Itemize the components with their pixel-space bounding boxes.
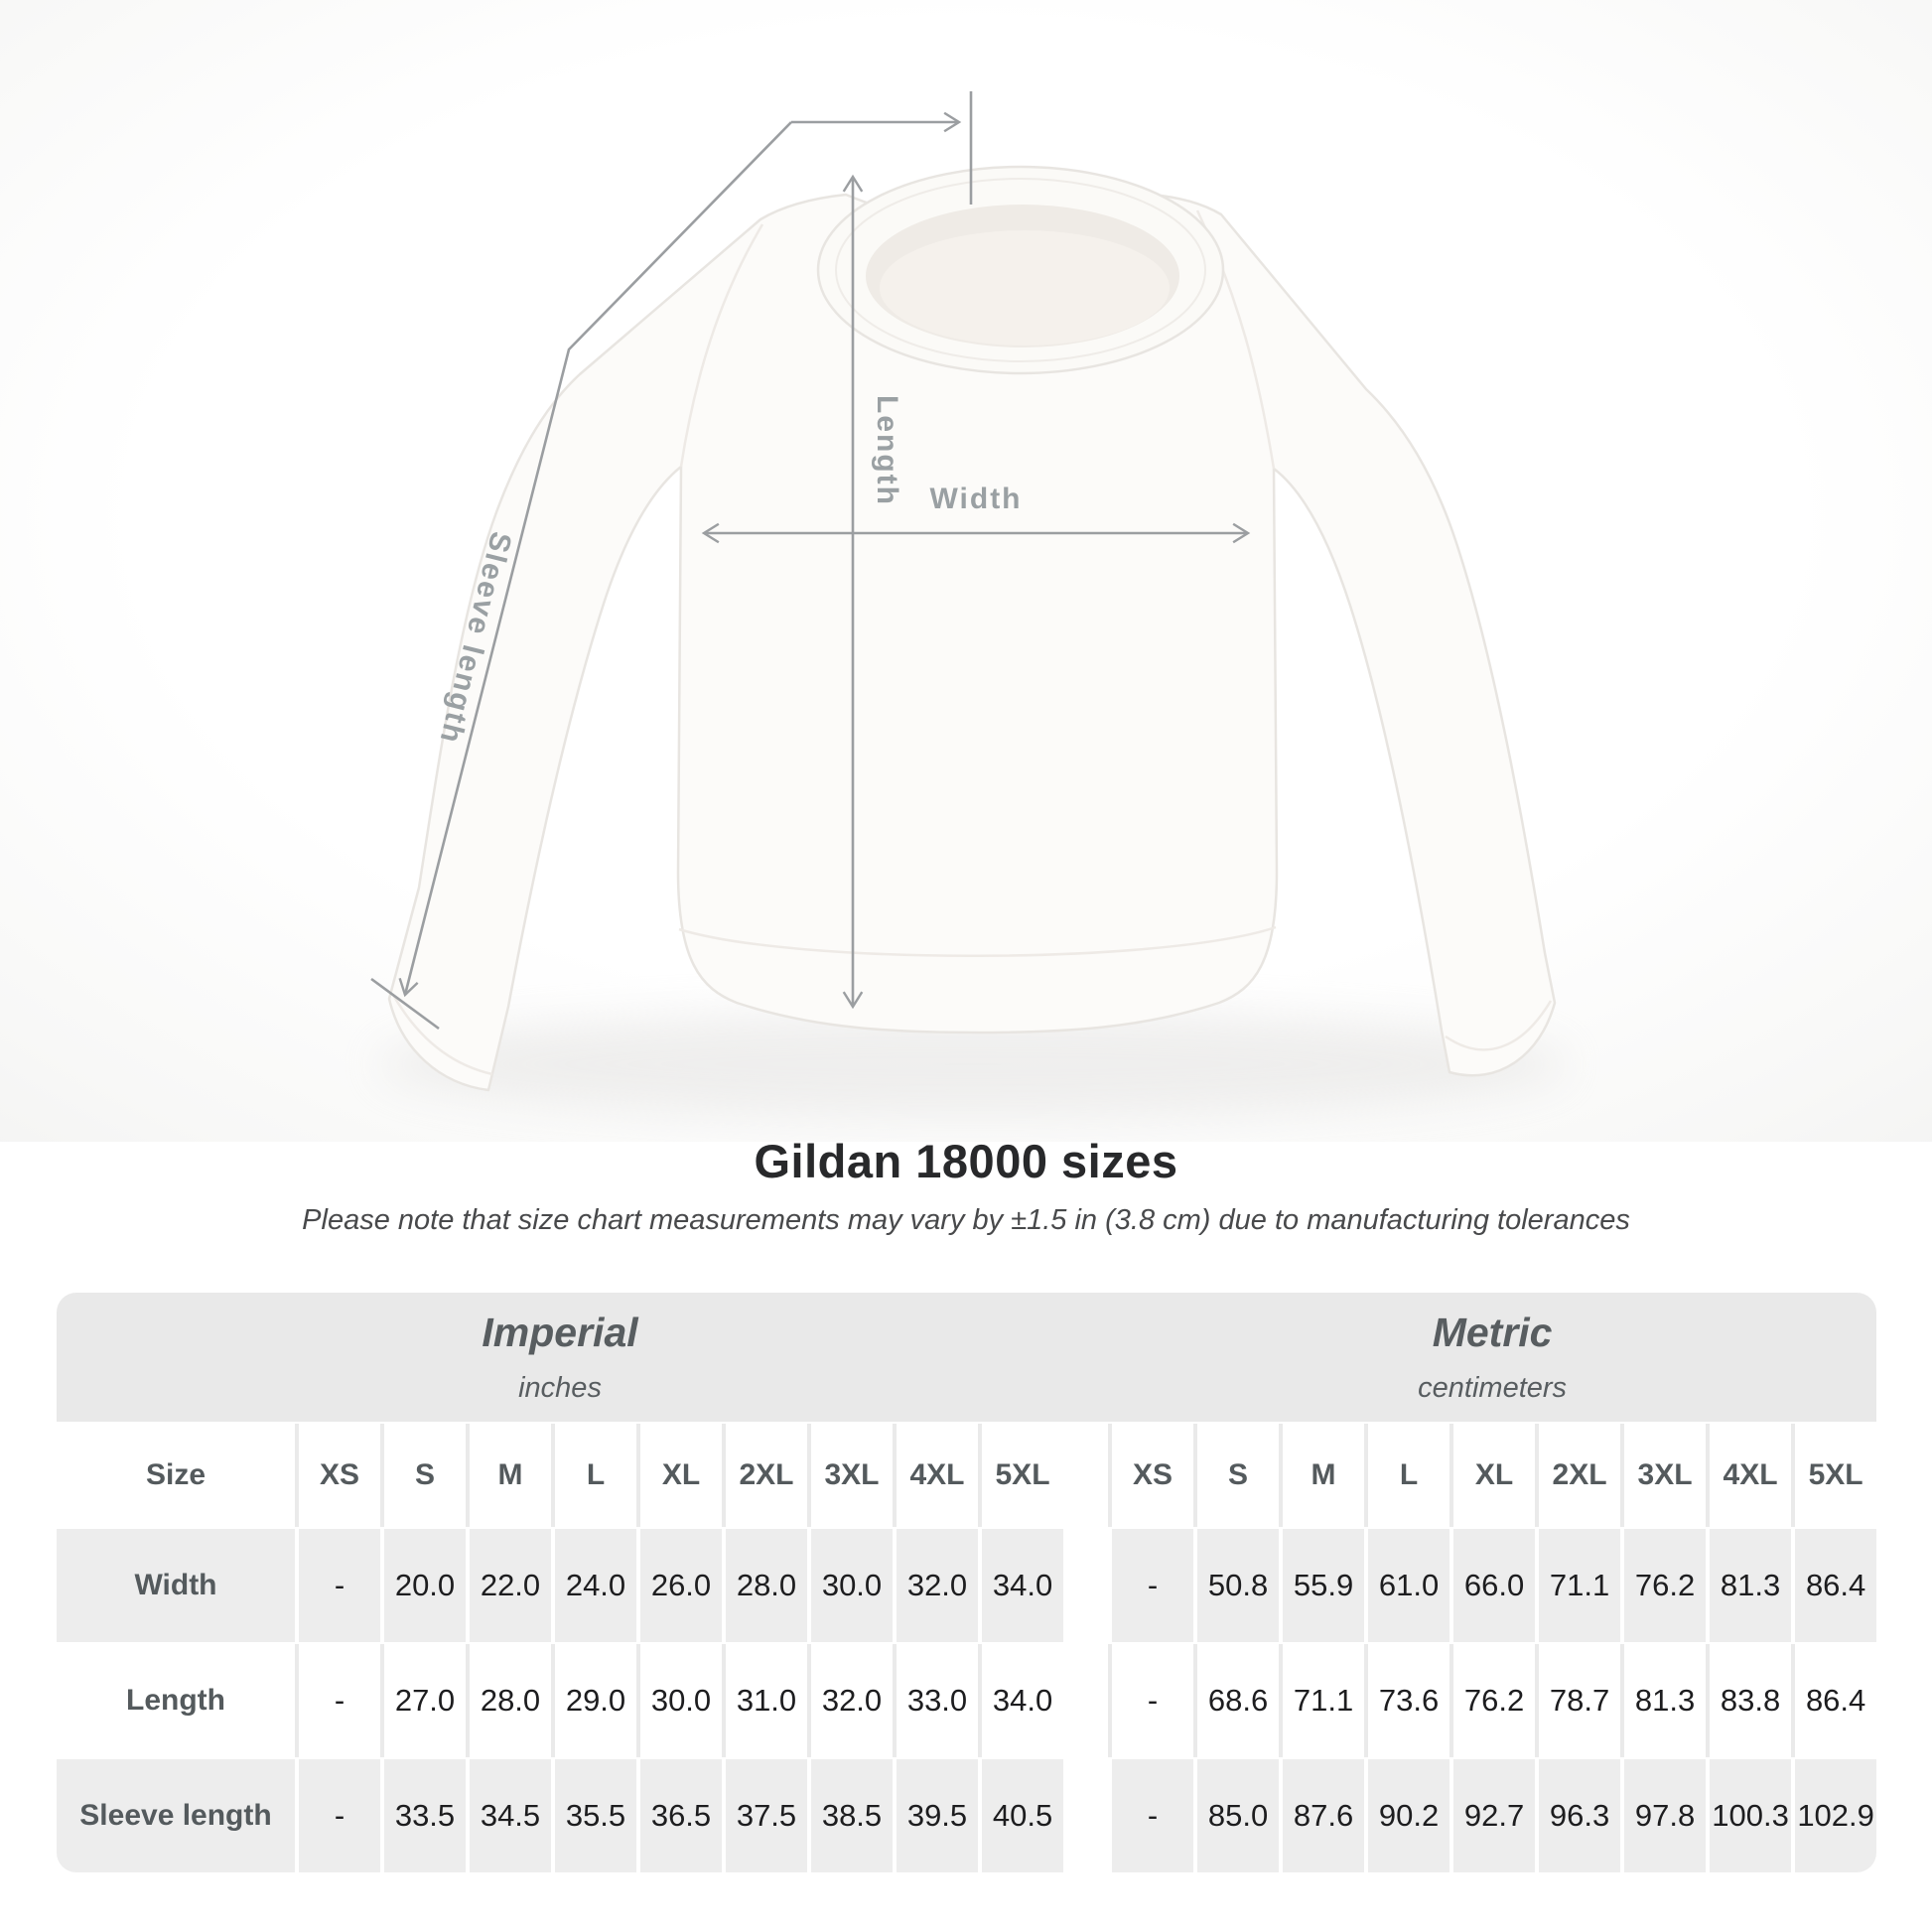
column-header-imperial-l: L — [551, 1424, 636, 1527]
column-header-metric-xl: XL — [1449, 1424, 1535, 1527]
group-gap — [1063, 1644, 1108, 1757]
column-header-imperial-xl: XL — [636, 1424, 722, 1527]
row-label: Sleeve length — [57, 1759, 295, 1872]
value-cell: 92.7 — [1449, 1759, 1535, 1872]
unit-group-units: centimeters — [1418, 1372, 1568, 1404]
value-cell: 28.0 — [722, 1529, 807, 1642]
value-cell: - — [1108, 1759, 1193, 1872]
column-header-metric-xs: XS — [1108, 1424, 1193, 1527]
value-cell: 68.6 — [1193, 1644, 1279, 1757]
value-cell: 97.8 — [1620, 1759, 1706, 1872]
value-cell: 50.8 — [1193, 1529, 1279, 1642]
value-cell: 96.3 — [1535, 1759, 1620, 1872]
collar-inside-back — [880, 230, 1170, 345]
size-chart-table — [57, 1291, 1876, 1874]
value-cell: 36.5 — [636, 1759, 722, 1872]
table-row-length — [57, 1644, 1876, 1757]
value-cell: 87.6 — [1279, 1759, 1364, 1872]
value-cell: - — [1108, 1529, 1193, 1642]
value-cell: 38.5 — [807, 1759, 893, 1872]
unit-group-metric — [1108, 1293, 1876, 1422]
tolerance-note: Please note that size chart measurements may vary by ±1.5 in (3.8 cm) due to manufacturing tolerances — [302, 1204, 1630, 1236]
column-header-metric-l: L — [1364, 1424, 1449, 1527]
column-header-metric-2xl: 2XL — [1535, 1424, 1620, 1527]
table-row-width — [57, 1529, 1876, 1642]
sleeve-length-label: Sleeve length — [433, 528, 518, 749]
value-cell: 86.4 — [1791, 1644, 1876, 1757]
value-cell: 73.6 — [1364, 1644, 1449, 1757]
value-cell: 29.0 — [551, 1644, 636, 1757]
column-header-metric-m: M — [1279, 1424, 1364, 1527]
row-label: Width — [57, 1529, 295, 1642]
column-header-imperial-5xl: 5XL — [978, 1424, 1063, 1527]
unit-group-units: inches — [518, 1372, 602, 1404]
column-header-imperial-2xl: 2XL — [722, 1424, 807, 1527]
width-label: Width — [929, 483, 1023, 515]
value-cell: 33.5 — [380, 1759, 466, 1872]
size-column-header: Size — [57, 1424, 295, 1527]
value-cell: 76.2 — [1620, 1529, 1706, 1642]
value-cell: 27.0 — [380, 1644, 466, 1757]
column-header-metric-4xl: 4XL — [1706, 1424, 1791, 1527]
value-cell: 33.0 — [893, 1644, 978, 1757]
column-header-metric-5xl: 5XL — [1791, 1424, 1876, 1527]
caption-block — [0, 1134, 1932, 1237]
value-cell: 34.5 — [466, 1759, 551, 1872]
value-cell: 30.0 — [636, 1644, 722, 1757]
column-header-imperial-3xl: 3XL — [807, 1424, 893, 1527]
value-cell: 83.8 — [1706, 1644, 1791, 1757]
value-cell: 81.3 — [1706, 1529, 1791, 1642]
value-cell: 30.0 — [807, 1529, 893, 1642]
length-label: Length — [871, 395, 903, 506]
value-cell: 71.1 — [1279, 1644, 1364, 1757]
value-cell: - — [295, 1644, 380, 1757]
value-cell: 28.0 — [466, 1644, 551, 1757]
unit-group-gap — [1063, 1293, 1108, 1422]
column-header-imperial-4xl: 4XL — [893, 1424, 978, 1527]
value-cell: 81.3 — [1620, 1644, 1706, 1757]
value-cell: 86.4 — [1791, 1529, 1876, 1642]
column-header-imperial-m: M — [466, 1424, 551, 1527]
value-cell: 71.1 — [1535, 1529, 1620, 1642]
value-cell: 37.5 — [722, 1759, 807, 1872]
value-cell: 22.0 — [466, 1529, 551, 1642]
value-cell: 32.0 — [893, 1529, 978, 1642]
value-cell: 102.9 — [1791, 1759, 1876, 1872]
group-gap — [1063, 1529, 1108, 1642]
column-header-imperial-s: S — [380, 1424, 466, 1527]
value-cell: 76.2 — [1449, 1644, 1535, 1757]
unit-group-imperial — [57, 1293, 1063, 1422]
value-cell: 66.0 — [1449, 1529, 1535, 1642]
group-gap — [1063, 1759, 1108, 1872]
value-cell: 100.3 — [1706, 1759, 1791, 1872]
value-cell: 78.7 — [1535, 1644, 1620, 1757]
value-cell: 24.0 — [551, 1529, 636, 1642]
value-cell: 55.9 — [1279, 1529, 1364, 1642]
value-cell: 39.5 — [893, 1759, 978, 1872]
value-cell: 85.0 — [1193, 1759, 1279, 1872]
value-cell: 26.0 — [636, 1529, 722, 1642]
row-label: Length — [57, 1644, 295, 1757]
table-row-sleeve-length — [57, 1759, 1876, 1872]
column-header-metric-s: S — [1193, 1424, 1279, 1527]
value-cell: 90.2 — [1364, 1759, 1449, 1872]
unit-group-label: Imperial — [482, 1310, 638, 1355]
value-cell: 20.0 — [380, 1529, 466, 1642]
page-title: Gildan 18000 sizes — [754, 1135, 1178, 1187]
value-cell: 61.0 — [1364, 1529, 1449, 1642]
value-cell: - — [1108, 1644, 1193, 1757]
value-cell: 31.0 — [722, 1644, 807, 1757]
unit-group-label: Metric — [1432, 1310, 1553, 1355]
value-cell: 34.0 — [978, 1529, 1063, 1642]
value-cell: 40.5 — [978, 1759, 1063, 1872]
value-cell: 35.5 — [551, 1759, 636, 1872]
value-cell: - — [295, 1759, 380, 1872]
value-cell: 34.0 — [978, 1644, 1063, 1757]
value-cell: 32.0 — [807, 1644, 893, 1757]
column-header-imperial-xs: XS — [295, 1424, 380, 1527]
group-gap — [1063, 1424, 1108, 1527]
column-header-metric-3xl: 3XL — [1620, 1424, 1706, 1527]
value-cell: - — [295, 1529, 380, 1642]
